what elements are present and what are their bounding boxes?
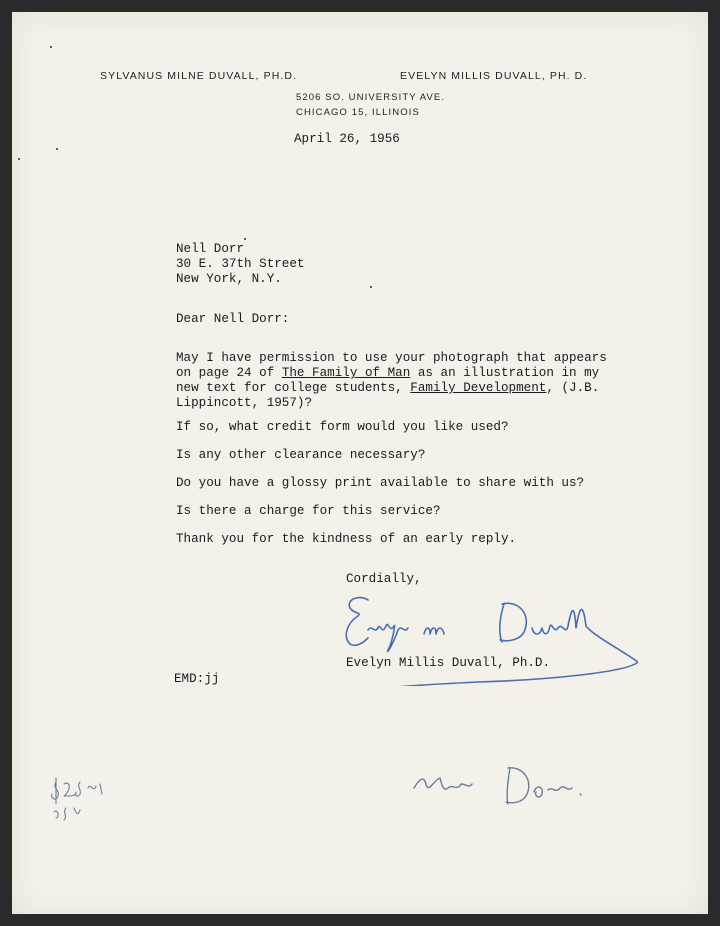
question-credit-form: If so, what credit form would you like used? (176, 420, 509, 434)
letter-page (12, 12, 708, 914)
handwritten-signature (328, 586, 638, 686)
thanks-line: Thank you for the kindness of an early reply. (176, 532, 517, 546)
speck-mark (50, 46, 52, 48)
letter-date: April 26, 1956 (294, 132, 400, 146)
body-paragraph-line: May I have permission to use your photograph that appears (176, 351, 607, 365)
speck-mark (18, 158, 20, 160)
letterhead-left-name: SYLVANUS MILNE DUVALL, PH.D. (100, 70, 298, 82)
speck-mark (244, 238, 246, 240)
body-text: new text for college students, (176, 381, 411, 395)
salutation: Dear Nell Dorr: (176, 312, 290, 326)
letterhead-right-name: EVELYN MILLIS DUVALL, PH. D. (400, 70, 588, 82)
recipient-city: New York, N.Y. (176, 272, 282, 286)
book-title-family-of-man: The Family of Man (281, 366, 411, 380)
body-paragraph-line: Lippincott, 1957)? (176, 396, 313, 410)
recipient-street: 30 E. 37th Street (176, 257, 305, 271)
typed-signature-name: Evelyn Millis Duvall, Ph.D. (346, 656, 551, 670)
book-title-family-development: Family Development (410, 381, 547, 395)
body-paragraph-line (176, 366, 599, 381)
body-paragraph-line (176, 381, 599, 396)
letterhead-address-line1: 5206 SO. UNIVERSITY AVE. (296, 92, 446, 103)
pencil-annotation-nell-dorr (410, 760, 600, 820)
letterhead-address-line2: CHICAGO 15, ILLINOIS (296, 107, 420, 118)
typist-initials: EMD:jj (174, 672, 220, 686)
closing: Cordially, (346, 572, 422, 586)
pencil-margin-note (46, 768, 126, 838)
body-text: , (J.B. (546, 381, 600, 395)
question-charge: Is there a charge for this service? (176, 504, 441, 518)
speck-mark (370, 286, 372, 288)
body-text: as an illustration in my (410, 366, 600, 380)
recipient-name: Nell Dorr (176, 242, 245, 256)
body-text: on page 24 of (176, 366, 282, 380)
question-clearance: Is any other clearance necessary? (176, 448, 426, 462)
question-glossy-print: Do you have a glossy print available to share with us? (176, 476, 585, 490)
speck-mark (56, 148, 58, 150)
